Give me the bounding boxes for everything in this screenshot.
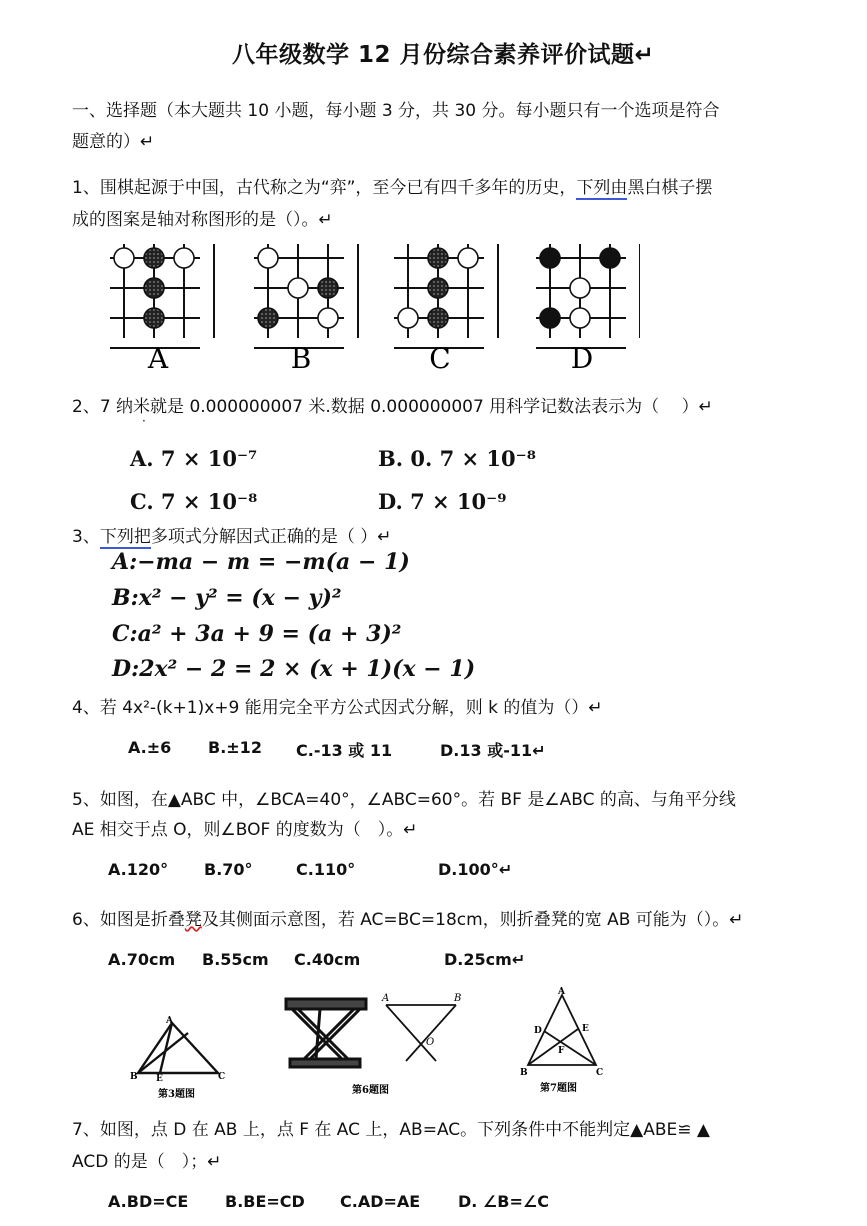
q7-option-b: B.BE=CD — [225, 1192, 305, 1211]
fig6-label-b: B — [454, 993, 462, 1004]
q6-start: 6、如图是折叠 — [72, 910, 185, 930]
q7-option-a: A.BD=CE — [108, 1192, 189, 1211]
figure-6-side-view — [386, 1005, 456, 1061]
q5-option-c: C.110° — [296, 860, 356, 879]
white-stone — [114, 248, 134, 268]
fig3-caption: 第3题图 — [158, 1089, 195, 1100]
fig6-caption: 第6题图 — [352, 1085, 389, 1096]
option-a-label: A — [147, 342, 169, 375]
q2-dot: · — [142, 414, 146, 428]
white-stone — [288, 278, 308, 298]
black-stone — [318, 278, 338, 298]
section-header-line1: 一、选择题（本大题共 10 小题，每小题 3 分，共 30 分。每小题只有一个选项是符合 — [72, 101, 720, 121]
q3-option-d: D:2x² − 2 = 2 × (x + 1)(x − 1) — [112, 656, 476, 682]
fig3-label-c: C — [218, 1072, 226, 1082]
q6-option-a: A.70cm — [108, 950, 176, 969]
q1-line1 — [72, 173, 712, 198]
q2-option-d: D. 7 × 10⁻⁹ — [378, 489, 507, 514]
fig7-label-e: E — [582, 1024, 589, 1034]
q6-question — [72, 905, 744, 930]
q4-question: 4、若 4x²-(k+1)x+9 能用完全平方公式因式分解，则 k 的值为（）↵ — [72, 698, 603, 718]
fig3-label-b: B — [130, 1072, 138, 1082]
fig6-label-a: A — [382, 993, 390, 1004]
q6-option-b: B.55cm — [202, 950, 269, 969]
q5-option-a: A.120° — [108, 860, 169, 879]
q4-option-d: D.13 或-11↵ — [440, 741, 546, 760]
q3-question — [72, 522, 391, 547]
q2-question: 2、7 纳米就是 0.000000007 米.数据 0.000000007 用科学记数法表示为（ ）↵ — [72, 397, 713, 417]
go-board-b — [254, 244, 358, 348]
q5-option-b: B.70° — [204, 860, 253, 879]
fig3-label-e: E — [156, 1074, 163, 1084]
q2-option-b: B. 0. 7 × 10⁻⁸ — [378, 446, 536, 471]
q7-option-d: D. ∠B=∠C — [458, 1192, 549, 1211]
q3-option-a: A:−ma − m = −m(a − 1) — [112, 549, 410, 575]
q6-spellcheck-word: 凳 — [184, 910, 202, 930]
fig7-label-b: B — [520, 1068, 528, 1078]
q5-line2: AE 相交于点 O，则∠BOF 的度数为（ ）。↵ — [72, 820, 418, 840]
go-board-a — [110, 244, 214, 348]
black-stone — [540, 248, 560, 268]
fig7-label-a: A — [558, 987, 565, 997]
q3-underlined-phrase: 下列把 — [99, 527, 151, 547]
fig6-label-o: O — [426, 1037, 435, 1048]
q6-option-c: C.40cm — [294, 950, 361, 969]
black-stone — [428, 278, 448, 298]
q4-option-c: C.-13 或 11 — [296, 741, 393, 760]
q3-option-b: B:x² − y² = (x − y)² — [112, 585, 342, 611]
q5-line1: 5、如图，在▲ABC 中，∠BCA=40°，∠ABC=60°。若 BF 是∠ABC 的高、与角平分线 — [72, 790, 736, 810]
black-stone — [144, 248, 164, 268]
option-d-label: D — [570, 342, 594, 375]
fig7-label-d: D — [534, 1026, 542, 1036]
q1-line1-end: 黑白棋子摆 — [627, 178, 713, 198]
q3-option-c: C:a² + 3a + 9 = (a + 3)² — [112, 621, 402, 647]
q3-prefix: 3、 — [72, 527, 100, 547]
fig3-label-a: A — [166, 1016, 173, 1026]
section-header-line2: 题意的）↵ — [72, 132, 155, 152]
white-stone — [458, 248, 478, 268]
fig7-caption: 第7题图 — [540, 1083, 577, 1094]
go-board-figures — [100, 236, 640, 376]
q1-line1-start: 1、围棋起源于中国，古代称之为“弈”，至今已有四千多年的历史， — [72, 178, 577, 198]
black-stone — [540, 308, 560, 328]
option-c-label: C — [429, 342, 451, 375]
q6-option-d: D.25cm↵ — [444, 950, 526, 969]
figure-3-triangle — [138, 1023, 218, 1073]
white-stone — [318, 308, 338, 328]
figure-6-folding-stool — [286, 999, 366, 1067]
fig7-label-c: C — [596, 1068, 604, 1078]
black-stone — [258, 308, 278, 328]
white-stone — [174, 248, 194, 268]
geometry-figures — [120, 985, 640, 1103]
q5-option-d: D.100°↵ — [438, 860, 513, 879]
fig7-label-f: F — [558, 1046, 565, 1056]
q7-line1: 7、如图，点 D 在 AB 上，点 F 在 AC 上，AB=AC。下列条件中不能判定▲ABE≌ ▲ — [72, 1120, 710, 1140]
q2-option-a: A. 7 × 10⁻⁷ — [130, 446, 258, 471]
q3-rest: 多项式分解因式正确的是（ ）↵ — [150, 527, 392, 547]
white-stone — [398, 308, 418, 328]
q7-option-c: C.AD=AE — [340, 1192, 421, 1211]
q4-option-b: B.±12 — [208, 738, 262, 757]
q4-option-a: A.±6 — [128, 738, 172, 757]
q1-underlined-phrase: 下列由 — [576, 178, 628, 198]
black-stone — [428, 248, 448, 268]
white-stone — [258, 248, 278, 268]
q1-line2: 成的图案是轴对称图形的是（）。↵ — [72, 210, 333, 230]
q7-line2: ACD 的是（ ）；↵ — [72, 1152, 222, 1172]
option-b-label: B — [290, 342, 312, 375]
black-stone — [428, 308, 448, 328]
go-board-d — [536, 244, 640, 348]
go-board-c — [394, 244, 498, 348]
black-stone — [600, 248, 620, 268]
q2-option-c: C. 7 × 10⁻⁸ — [130, 489, 258, 514]
black-stone — [144, 308, 164, 328]
page-title: 八年级数学 12 月份综合素养评价试题↵ — [232, 42, 655, 68]
q6-rest: 及其侧面示意图，若 AC=BC=18cm，则折叠凳的宽 AB 可能为（）。↵ — [201, 910, 744, 930]
white-stone — [570, 278, 590, 298]
white-stone — [570, 308, 590, 328]
black-stone — [144, 278, 164, 298]
